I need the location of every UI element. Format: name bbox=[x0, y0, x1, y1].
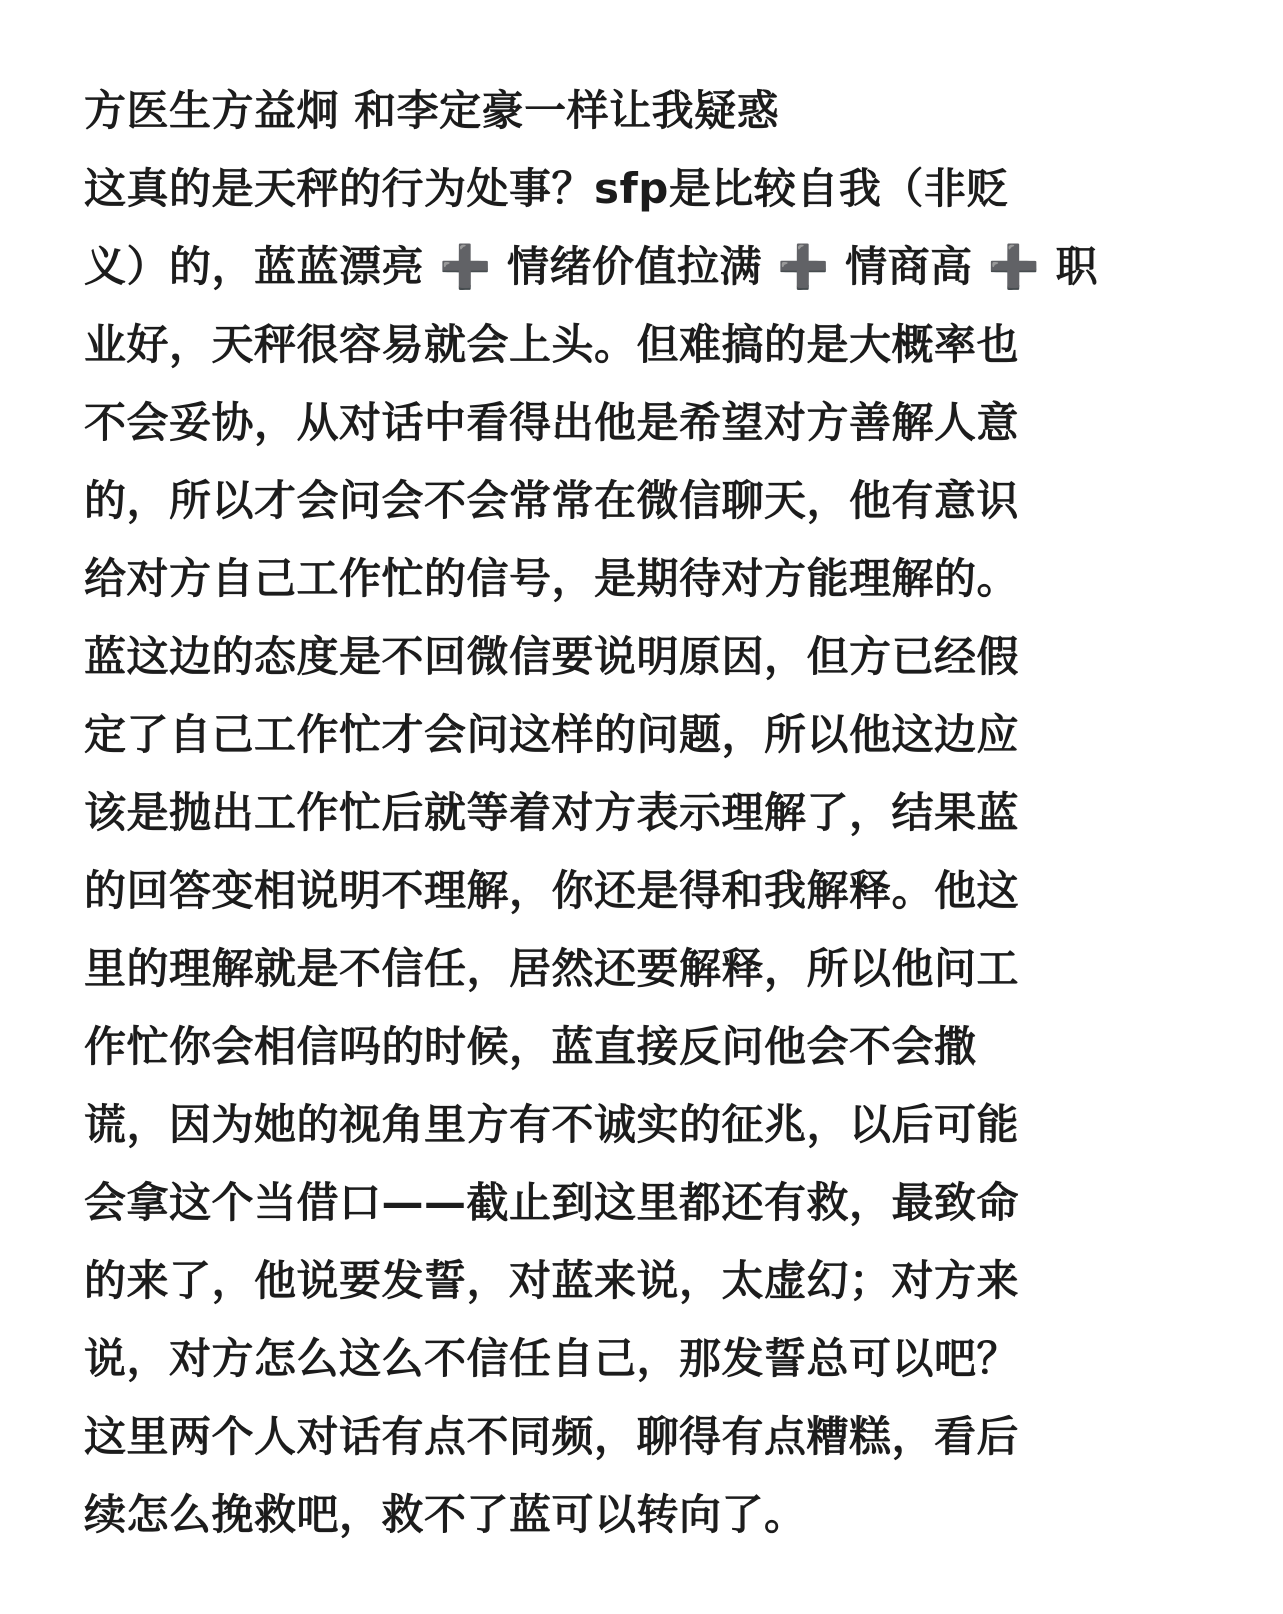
post-text-line: 的回答变相说明不理解，你还是得和我解释。他这 bbox=[84, 866, 1020, 915]
post-text-line: 会拿这个当借口——截止到这里都还有救，最致命 bbox=[84, 1178, 1020, 1227]
post-text bbox=[84, 72, 1214, 1554]
post-title-line: 方医生方益炯 和李定豪一样让我疑惑 bbox=[84, 86, 780, 135]
post-text-line: 定了自己工作忙才会问这样的问题，所以他这边应 bbox=[84, 710, 1020, 759]
post-text-line: 这里两个人对话有点不同频，聊得有点糟糕，看后 bbox=[84, 1412, 1020, 1461]
post-text-line: 这真的是天秤的行为处事？sfp是比较自我（非贬 bbox=[84, 164, 1009, 213]
post-text-line: 蓝这边的态度是不回微信要说明原因，但方已经假 bbox=[84, 632, 1020, 681]
post-text-line: 不会妥协，从对话中看得出他是希望对方善解人意 bbox=[84, 398, 1020, 447]
post-text-line: 业好，天秤很容易就会上头。但难搞的是大概率也 bbox=[84, 320, 1020, 369]
post-text-line: 谎，因为她的视角里方有不诚实的征兆，以后可能 bbox=[84, 1100, 1020, 1149]
post-text-line: 作忙你会相信吗的时候，蓝直接反问他会不会撒 bbox=[84, 1022, 977, 1071]
post-text-line: 续怎么挽救吧，救不了蓝可以转向了。 bbox=[84, 1490, 807, 1539]
post-text-line: 里的理解就是不信任，居然还要解释，所以他问工 bbox=[84, 944, 1020, 993]
post-text-line: 给对方自己工作忙的信号，是期待对方能理解的。 bbox=[84, 554, 1020, 603]
post-text-line: 的来了，他说要发誓，对蓝来说，太虚幻；对方来 bbox=[84, 1256, 1020, 1305]
post-text-line: 说，对方怎么这么不信任自己，那发誓总可以吧？ bbox=[84, 1334, 1020, 1383]
post-text-line: 的，所以才会问会不会常常在微信聊天，他有意识 bbox=[84, 476, 1020, 525]
post-text-line: 该是抛出工作忙后就等着对方表示理解了，结果蓝 bbox=[84, 788, 1020, 837]
post-text-line: 义）的，蓝蓝漂亮 ➕ 情绪价值拉满 ➕ 情商高 ➕ 职 bbox=[84, 242, 1099, 291]
